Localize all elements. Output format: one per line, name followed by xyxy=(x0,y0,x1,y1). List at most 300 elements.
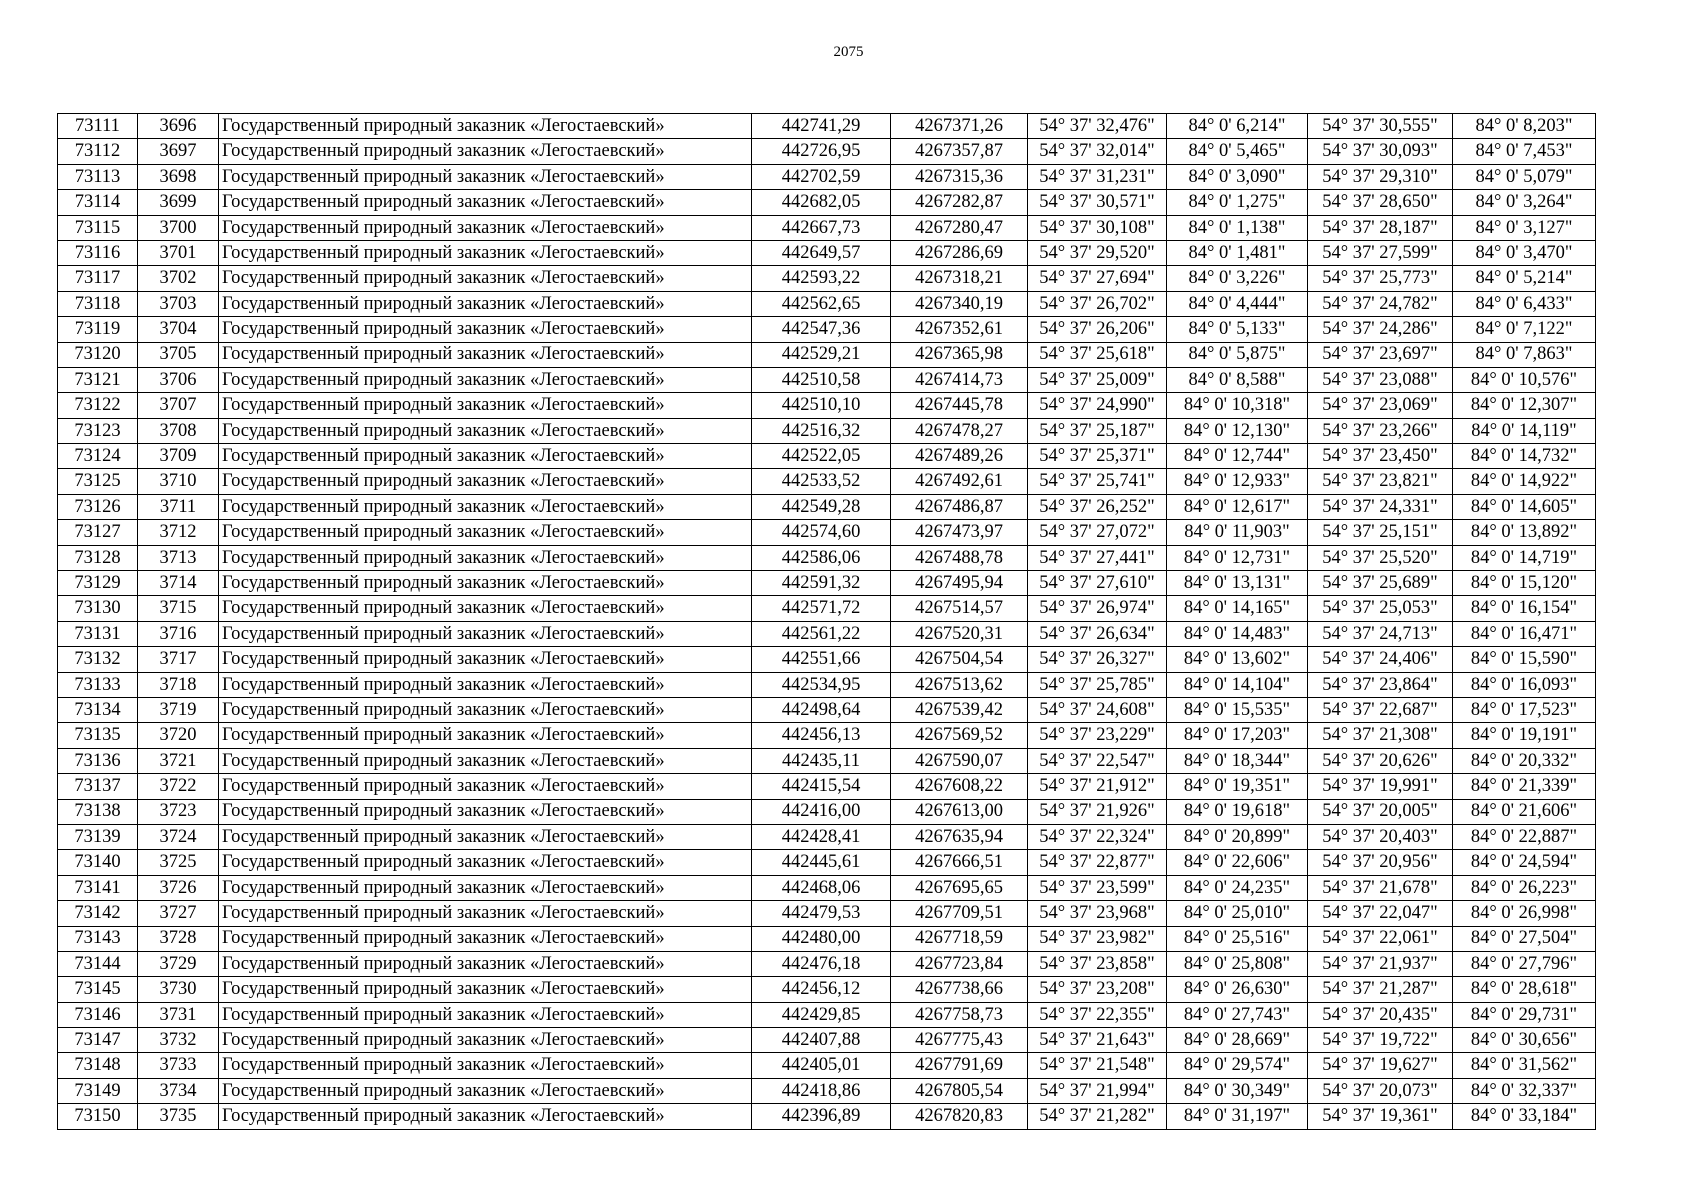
cell-lon2: 84° 0' 7,122" xyxy=(1453,317,1596,342)
cell-lat1: 54° 37' 27,441" xyxy=(1028,545,1167,570)
cell-point: 3726 xyxy=(138,875,219,900)
cell-y: 4267514,57 xyxy=(891,596,1028,621)
cell-lon1: 84° 0' 18,344" xyxy=(1167,748,1308,773)
cell-y: 4267340,19 xyxy=(891,291,1028,316)
cell-lon2: 84° 0' 24,594" xyxy=(1453,850,1596,875)
cell-id: 73131 xyxy=(58,621,138,646)
cell-lon2: 84° 0' 22,887" xyxy=(1453,824,1596,849)
cell-lon2: 84° 0' 3,470" xyxy=(1453,240,1596,265)
cell-lat1: 54° 37' 24,990" xyxy=(1028,393,1167,418)
cell-point: 3712 xyxy=(138,520,219,545)
cell-name: Государственный природный заказник «Легостаевский» xyxy=(219,342,752,367)
cell-lon1: 84° 0' 20,899" xyxy=(1167,824,1308,849)
cell-id: 73124 xyxy=(58,444,138,469)
cell-lon1: 84° 0' 1,275" xyxy=(1167,190,1308,215)
cell-name: Государственный природный заказник «Легостаевский» xyxy=(219,494,752,519)
cell-lon2: 84° 0' 10,576" xyxy=(1453,367,1596,392)
cell-lat2: 54° 37' 28,187" xyxy=(1308,215,1453,240)
cell-point: 3735 xyxy=(138,1104,219,1129)
cell-x: 442405,01 xyxy=(752,1053,891,1078)
table-row xyxy=(58,164,1596,189)
cell-lat2: 54° 37' 20,956" xyxy=(1308,850,1453,875)
cell-lon2: 84° 0' 3,127" xyxy=(1453,215,1596,240)
cell-lat1: 54° 37' 32,476" xyxy=(1028,114,1167,139)
cell-point: 3708 xyxy=(138,418,219,443)
cell-y: 4267635,94 xyxy=(891,824,1028,849)
cell-lon1: 84° 0' 8,588" xyxy=(1167,367,1308,392)
cell-lon1: 84° 0' 10,318" xyxy=(1167,393,1308,418)
cell-point: 3697 xyxy=(138,139,219,164)
cell-y: 4267805,54 xyxy=(891,1078,1028,1103)
cell-lat2: 54° 37' 21,287" xyxy=(1308,977,1453,1002)
cell-lon2: 84° 0' 16,471" xyxy=(1453,621,1596,646)
cell-x: 442480,00 xyxy=(752,926,891,951)
cell-lat2: 54° 37' 23,821" xyxy=(1308,469,1453,494)
cell-lon2: 84° 0' 32,337" xyxy=(1453,1078,1596,1103)
table-row xyxy=(58,672,1596,697)
cell-lon2: 84° 0' 5,214" xyxy=(1453,266,1596,291)
cell-x: 442667,73 xyxy=(752,215,891,240)
page-number: 2075 xyxy=(833,44,864,60)
cell-lat1: 54° 37' 26,974" xyxy=(1028,596,1167,621)
cell-id: 73148 xyxy=(58,1053,138,1078)
cell-y: 4267318,21 xyxy=(891,266,1028,291)
cell-lon2: 84° 0' 26,223" xyxy=(1453,875,1596,900)
cell-lon1: 84° 0' 19,351" xyxy=(1167,774,1308,799)
cell-lon2: 84° 0' 5,079" xyxy=(1453,164,1596,189)
cell-lat2: 54° 37' 19,627" xyxy=(1308,1053,1453,1078)
cell-lat2: 54° 37' 28,650" xyxy=(1308,190,1453,215)
cell-y: 4267613,00 xyxy=(891,799,1028,824)
cell-x: 442741,29 xyxy=(752,114,891,139)
cell-y: 4267775,43 xyxy=(891,1028,1028,1053)
cell-lon1: 84° 0' 25,516" xyxy=(1167,926,1308,951)
cell-x: 442456,13 xyxy=(752,723,891,748)
cell-x: 442551,66 xyxy=(752,647,891,672)
cell-name: Государственный природный заказник «Легостаевский» xyxy=(219,926,752,951)
cell-point: 3729 xyxy=(138,951,219,976)
cell-lon1: 84° 0' 5,133" xyxy=(1167,317,1308,342)
cell-name: Государственный природный заказник «Легостаевский» xyxy=(219,875,752,900)
cell-lon2: 84° 0' 21,339" xyxy=(1453,774,1596,799)
cell-point: 3717 xyxy=(138,647,219,672)
cell-id: 73141 xyxy=(58,875,138,900)
table-row xyxy=(58,240,1596,265)
cell-lat1: 54° 37' 23,599" xyxy=(1028,875,1167,900)
cell-y: 4267495,94 xyxy=(891,571,1028,596)
cell-y: 4267280,47 xyxy=(891,215,1028,240)
cell-lon2: 84° 0' 27,796" xyxy=(1453,951,1596,976)
cell-x: 442534,95 xyxy=(752,672,891,697)
cell-id: 73139 xyxy=(58,824,138,849)
cell-lon2: 84° 0' 15,120" xyxy=(1453,571,1596,596)
cell-lat2: 54° 37' 30,093" xyxy=(1308,139,1453,164)
cell-lat1: 54° 37' 26,206" xyxy=(1028,317,1167,342)
cell-point: 3696 xyxy=(138,114,219,139)
cell-y: 4267478,27 xyxy=(891,418,1028,443)
cell-point: 3734 xyxy=(138,1078,219,1103)
cell-id: 73140 xyxy=(58,850,138,875)
cell-lat2: 54° 37' 23,697" xyxy=(1308,342,1453,367)
cell-y: 4267738,66 xyxy=(891,977,1028,1002)
cell-point: 3716 xyxy=(138,621,219,646)
cell-name: Государственный природный заказник «Легостаевский» xyxy=(219,291,752,316)
cell-lat1: 54° 37' 22,324" xyxy=(1028,824,1167,849)
cell-name: Государственный природный заказник «Легостаевский» xyxy=(219,545,752,570)
cell-x: 442396,89 xyxy=(752,1104,891,1129)
table-row xyxy=(58,1053,1596,1078)
cell-y: 4267489,26 xyxy=(891,444,1028,469)
cell-lon1: 84° 0' 25,808" xyxy=(1167,951,1308,976)
cell-id: 73128 xyxy=(58,545,138,570)
cell-lon1: 84° 0' 4,444" xyxy=(1167,291,1308,316)
cell-lat2: 54° 37' 24,406" xyxy=(1308,647,1453,672)
cell-y: 4267414,73 xyxy=(891,367,1028,392)
cell-y: 4267666,51 xyxy=(891,850,1028,875)
cell-name: Государственный природный заказник «Легостаевский» xyxy=(219,240,752,265)
cell-id: 73123 xyxy=(58,418,138,443)
cell-lon2: 84° 0' 21,606" xyxy=(1453,799,1596,824)
cell-lat1: 54° 37' 21,643" xyxy=(1028,1028,1167,1053)
cell-lat1: 54° 37' 27,072" xyxy=(1028,520,1167,545)
cell-lon2: 84° 0' 26,998" xyxy=(1453,901,1596,926)
cell-name: Государственный природный заказник «Легостаевский» xyxy=(219,901,752,926)
cell-id: 73121 xyxy=(58,367,138,392)
cell-lat2: 54° 37' 24,713" xyxy=(1308,621,1453,646)
cell-point: 3725 xyxy=(138,850,219,875)
cell-lat1: 54° 37' 26,634" xyxy=(1028,621,1167,646)
cell-x: 442468,06 xyxy=(752,875,891,900)
cell-point: 3705 xyxy=(138,342,219,367)
cell-name: Государственный природный заказник «Легостаевский» xyxy=(219,799,752,824)
table-row xyxy=(58,774,1596,799)
table-row xyxy=(58,444,1596,469)
cell-id: 73113 xyxy=(58,164,138,189)
cell-lat1: 54° 37' 32,014" xyxy=(1028,139,1167,164)
table-row xyxy=(58,520,1596,545)
cell-name: Государственный природный заказник «Легостаевский» xyxy=(219,1053,752,1078)
cell-lon2: 84° 0' 14,605" xyxy=(1453,494,1596,519)
cell-name: Государственный природный заказник «Легостаевский» xyxy=(219,139,752,164)
cell-point: 3723 xyxy=(138,799,219,824)
table-row xyxy=(58,190,1596,215)
cell-y: 4267357,87 xyxy=(891,139,1028,164)
cell-point: 3724 xyxy=(138,824,219,849)
cell-x: 442445,61 xyxy=(752,850,891,875)
cell-id: 73150 xyxy=(58,1104,138,1129)
cell-point: 3718 xyxy=(138,672,219,697)
table-row xyxy=(58,367,1596,392)
cell-y: 4267371,26 xyxy=(891,114,1028,139)
cell-x: 442547,36 xyxy=(752,317,891,342)
cell-lon2: 84° 0' 17,523" xyxy=(1453,697,1596,722)
cell-name: Государственный природный заказник «Легостаевский» xyxy=(219,1002,752,1027)
table-row xyxy=(58,926,1596,951)
cell-y: 4267365,98 xyxy=(891,342,1028,367)
table-row xyxy=(58,266,1596,291)
cell-lon1: 84° 0' 22,606" xyxy=(1167,850,1308,875)
cell-name: Государственный природный заказник «Легостаевский» xyxy=(219,1104,752,1129)
cell-lat1: 54° 37' 25,187" xyxy=(1028,418,1167,443)
cell-id: 73138 xyxy=(58,799,138,824)
cell-name: Государственный природный заказник «Легостаевский» xyxy=(219,418,752,443)
cell-lat2: 54° 37' 21,937" xyxy=(1308,951,1453,976)
cell-y: 4267473,97 xyxy=(891,520,1028,545)
cell-lat2: 54° 37' 24,286" xyxy=(1308,317,1453,342)
cell-lat2: 54° 37' 30,555" xyxy=(1308,114,1453,139)
cell-lat2: 54° 37' 24,782" xyxy=(1308,291,1453,316)
cell-y: 4267513,62 xyxy=(891,672,1028,697)
cell-name: Государственный природный заказник «Легостаевский» xyxy=(219,1028,752,1053)
cell-name: Государственный природный заказник «Легостаевский» xyxy=(219,672,752,697)
cell-name: Государственный природный заказник «Легостаевский» xyxy=(219,215,752,240)
cell-name: Государственный природный заказник «Легостаевский» xyxy=(219,697,752,722)
cell-name: Государственный природный заказник «Легостаевский» xyxy=(219,647,752,672)
cell-lat1: 54° 37' 22,355" xyxy=(1028,1002,1167,1027)
cell-y: 4267608,22 xyxy=(891,774,1028,799)
cell-lon2: 84° 0' 30,656" xyxy=(1453,1028,1596,1053)
cell-y: 4267758,73 xyxy=(891,1002,1028,1027)
cell-lon1: 84° 0' 31,197" xyxy=(1167,1104,1308,1129)
cell-y: 4267504,54 xyxy=(891,647,1028,672)
cell-y: 4267286,69 xyxy=(891,240,1028,265)
cell-lon1: 84° 0' 15,535" xyxy=(1167,697,1308,722)
cell-point: 3701 xyxy=(138,240,219,265)
cell-lon1: 84° 0' 1,481" xyxy=(1167,240,1308,265)
cell-lat1: 54° 37' 26,702" xyxy=(1028,291,1167,316)
cell-lat2: 54° 37' 23,266" xyxy=(1308,418,1453,443)
cell-lat2: 54° 37' 25,151" xyxy=(1308,520,1453,545)
cell-lat1: 54° 37' 26,252" xyxy=(1028,494,1167,519)
table-row xyxy=(58,215,1596,240)
table-row xyxy=(58,1028,1596,1053)
cell-lat2: 54° 37' 22,687" xyxy=(1308,697,1453,722)
cell-lat1: 54° 37' 24,608" xyxy=(1028,697,1167,722)
table-row xyxy=(58,469,1596,494)
cell-lat1: 54° 37' 23,858" xyxy=(1028,951,1167,976)
cell-lat2: 54° 37' 20,626" xyxy=(1308,748,1453,773)
cell-x: 442407,88 xyxy=(752,1028,891,1053)
cell-point: 3699 xyxy=(138,190,219,215)
cell-lon2: 84° 0' 29,731" xyxy=(1453,1002,1596,1027)
cell-lat2: 54° 37' 19,722" xyxy=(1308,1028,1453,1053)
table-row xyxy=(58,571,1596,596)
cell-lon1: 84° 0' 14,104" xyxy=(1167,672,1308,697)
cell-lon2: 84° 0' 14,922" xyxy=(1453,469,1596,494)
cell-lat1: 54° 37' 23,229" xyxy=(1028,723,1167,748)
cell-id: 73137 xyxy=(58,774,138,799)
cell-lat1: 54° 37' 23,968" xyxy=(1028,901,1167,926)
cell-id: 73126 xyxy=(58,494,138,519)
cell-y: 4267492,61 xyxy=(891,469,1028,494)
cell-x: 442649,57 xyxy=(752,240,891,265)
cell-point: 3707 xyxy=(138,393,219,418)
cell-lon2: 84° 0' 8,203" xyxy=(1453,114,1596,139)
cell-name: Государственный природный заказник «Легостаевский» xyxy=(219,266,752,291)
cell-lat2: 54° 37' 25,520" xyxy=(1308,545,1453,570)
cell-y: 4267282,87 xyxy=(891,190,1028,215)
cell-id: 73112 xyxy=(58,139,138,164)
cell-x: 442529,21 xyxy=(752,342,891,367)
cell-x: 442593,22 xyxy=(752,266,891,291)
table-row xyxy=(58,317,1596,342)
cell-id: 73130 xyxy=(58,596,138,621)
cell-x: 442574,60 xyxy=(752,520,891,545)
cell-name: Государственный природный заказник «Легостаевский» xyxy=(219,850,752,875)
cell-lat1: 54° 37' 23,982" xyxy=(1028,926,1167,951)
cell-point: 3715 xyxy=(138,596,219,621)
cell-lat1: 54° 37' 22,877" xyxy=(1028,850,1167,875)
cell-y: 4267709,51 xyxy=(891,901,1028,926)
cell-x: 442682,05 xyxy=(752,190,891,215)
cell-name: Государственный природный заказник «Легостаевский» xyxy=(219,723,752,748)
table-row xyxy=(58,901,1596,926)
cell-lon1: 84° 0' 26,630" xyxy=(1167,977,1308,1002)
cell-lon2: 84° 0' 3,264" xyxy=(1453,190,1596,215)
cell-point: 3714 xyxy=(138,571,219,596)
cell-name: Государственный природный заказник «Легостаевский» xyxy=(219,621,752,646)
cell-lon2: 84° 0' 28,618" xyxy=(1453,977,1596,1002)
table-row xyxy=(58,418,1596,443)
cell-y: 4267315,36 xyxy=(891,164,1028,189)
cell-lon1: 84° 0' 12,731" xyxy=(1167,545,1308,570)
cell-lon2: 84° 0' 31,562" xyxy=(1453,1053,1596,1078)
cell-lon1: 84° 0' 28,669" xyxy=(1167,1028,1308,1053)
coordinates-table xyxy=(57,113,1596,1130)
cell-y: 4267520,31 xyxy=(891,621,1028,646)
cell-lon2: 84° 0' 14,732" xyxy=(1453,444,1596,469)
cell-point: 3733 xyxy=(138,1053,219,1078)
cell-point: 3702 xyxy=(138,266,219,291)
cell-lat2: 54° 37' 25,053" xyxy=(1308,596,1453,621)
cell-lon2: 84° 0' 33,184" xyxy=(1453,1104,1596,1129)
cell-id: 73114 xyxy=(58,190,138,215)
table-row xyxy=(58,545,1596,570)
cell-x: 442435,11 xyxy=(752,748,891,773)
cell-point: 3731 xyxy=(138,1002,219,1027)
cell-x: 442428,41 xyxy=(752,824,891,849)
cell-x: 442561,22 xyxy=(752,621,891,646)
cell-id: 73118 xyxy=(58,291,138,316)
table-row xyxy=(58,723,1596,748)
cell-y: 4267820,83 xyxy=(891,1104,1028,1129)
table-row xyxy=(58,621,1596,646)
cell-x: 442415,54 xyxy=(752,774,891,799)
cell-id: 73125 xyxy=(58,469,138,494)
cell-name: Государственный природный заказник «Легостаевский» xyxy=(219,951,752,976)
cell-name: Государственный природный заказник «Легостаевский» xyxy=(219,393,752,418)
cell-lon1: 84° 0' 12,744" xyxy=(1167,444,1308,469)
cell-lat1: 54° 37' 30,571" xyxy=(1028,190,1167,215)
cell-y: 4267590,07 xyxy=(891,748,1028,773)
table-row xyxy=(58,342,1596,367)
cell-name: Государственный природный заказник «Легостаевский» xyxy=(219,317,752,342)
cell-lat1: 54° 37' 25,785" xyxy=(1028,672,1167,697)
cell-name: Государственный природный заказник «Легостаевский» xyxy=(219,367,752,392)
cell-id: 73129 xyxy=(58,571,138,596)
cell-y: 4267569,52 xyxy=(891,723,1028,748)
cell-lon1: 84° 0' 11,903" xyxy=(1167,520,1308,545)
table-row xyxy=(58,951,1596,976)
cell-name: Государственный природный заказник «Легостаевский» xyxy=(219,114,752,139)
cell-lon2: 84° 0' 20,332" xyxy=(1453,748,1596,773)
cell-lat1: 54° 37' 26,327" xyxy=(1028,647,1167,672)
cell-lon1: 84° 0' 5,875" xyxy=(1167,342,1308,367)
cell-y: 4267488,78 xyxy=(891,545,1028,570)
cell-name: Государственный природный заказник «Легостаевский» xyxy=(219,444,752,469)
table-row xyxy=(58,1104,1596,1129)
cell-id: 73127 xyxy=(58,520,138,545)
cell-id: 73149 xyxy=(58,1078,138,1103)
cell-point: 3709 xyxy=(138,444,219,469)
cell-name: Государственный природный заказник «Легостаевский» xyxy=(219,596,752,621)
table-row xyxy=(58,393,1596,418)
cell-x: 442726,95 xyxy=(752,139,891,164)
cell-lon1: 84° 0' 27,743" xyxy=(1167,1002,1308,1027)
cell-lat2: 54° 37' 22,047" xyxy=(1308,901,1453,926)
cell-x: 442549,28 xyxy=(752,494,891,519)
cell-lon2: 84° 0' 12,307" xyxy=(1453,393,1596,418)
cell-point: 3730 xyxy=(138,977,219,1002)
table-row xyxy=(58,977,1596,1002)
cell-lat1: 54° 37' 29,520" xyxy=(1028,240,1167,265)
cell-lat2: 54° 37' 20,403" xyxy=(1308,824,1453,849)
cell-lat1: 54° 37' 25,009" xyxy=(1028,367,1167,392)
cell-lon1: 84° 0' 12,617" xyxy=(1167,494,1308,519)
cell-lon1: 84° 0' 14,483" xyxy=(1167,621,1308,646)
cell-lon1: 84° 0' 29,574" xyxy=(1167,1053,1308,1078)
cell-lon1: 84° 0' 5,465" xyxy=(1167,139,1308,164)
cell-point: 3713 xyxy=(138,545,219,570)
cell-id: 73142 xyxy=(58,901,138,926)
cell-lat2: 54° 37' 24,331" xyxy=(1308,494,1453,519)
table-row xyxy=(58,1078,1596,1103)
cell-point: 3721 xyxy=(138,748,219,773)
cell-lon1: 84° 0' 24,235" xyxy=(1167,875,1308,900)
cell-x: 442498,64 xyxy=(752,697,891,722)
cell-lat1: 54° 37' 25,741" xyxy=(1028,469,1167,494)
cell-id: 73111 xyxy=(58,114,138,139)
cell-id: 73144 xyxy=(58,951,138,976)
cell-lat2: 54° 37' 21,308" xyxy=(1308,723,1453,748)
cell-id: 73145 xyxy=(58,977,138,1002)
cell-lon1: 84° 0' 17,203" xyxy=(1167,723,1308,748)
cell-point: 3706 xyxy=(138,367,219,392)
cell-x: 442476,18 xyxy=(752,951,891,976)
cell-lon2: 84° 0' 7,453" xyxy=(1453,139,1596,164)
cell-id: 73146 xyxy=(58,1002,138,1027)
cell-lat1: 54° 37' 21,912" xyxy=(1028,774,1167,799)
cell-name: Государственный природный заказник «Легостаевский» xyxy=(219,977,752,1002)
cell-lon1: 84° 0' 19,618" xyxy=(1167,799,1308,824)
cell-lat1: 54° 37' 21,282" xyxy=(1028,1104,1167,1129)
cell-x: 442456,12 xyxy=(752,977,891,1002)
cell-x: 442522,05 xyxy=(752,444,891,469)
cell-point: 3703 xyxy=(138,291,219,316)
cell-id: 73132 xyxy=(58,647,138,672)
cell-lat1: 54° 37' 21,994" xyxy=(1028,1078,1167,1103)
table-body xyxy=(58,114,1596,1130)
table-row xyxy=(58,1002,1596,1027)
cell-id: 73147 xyxy=(58,1028,138,1053)
cell-lat2: 54° 37' 27,599" xyxy=(1308,240,1453,265)
cell-y: 4267791,69 xyxy=(891,1053,1028,1078)
cell-lat1: 54° 37' 27,694" xyxy=(1028,266,1167,291)
cell-id: 73119 xyxy=(58,317,138,342)
cell-lat1: 54° 37' 22,547" xyxy=(1028,748,1167,773)
cell-lon2: 84° 0' 16,154" xyxy=(1453,596,1596,621)
cell-y: 4267695,65 xyxy=(891,875,1028,900)
